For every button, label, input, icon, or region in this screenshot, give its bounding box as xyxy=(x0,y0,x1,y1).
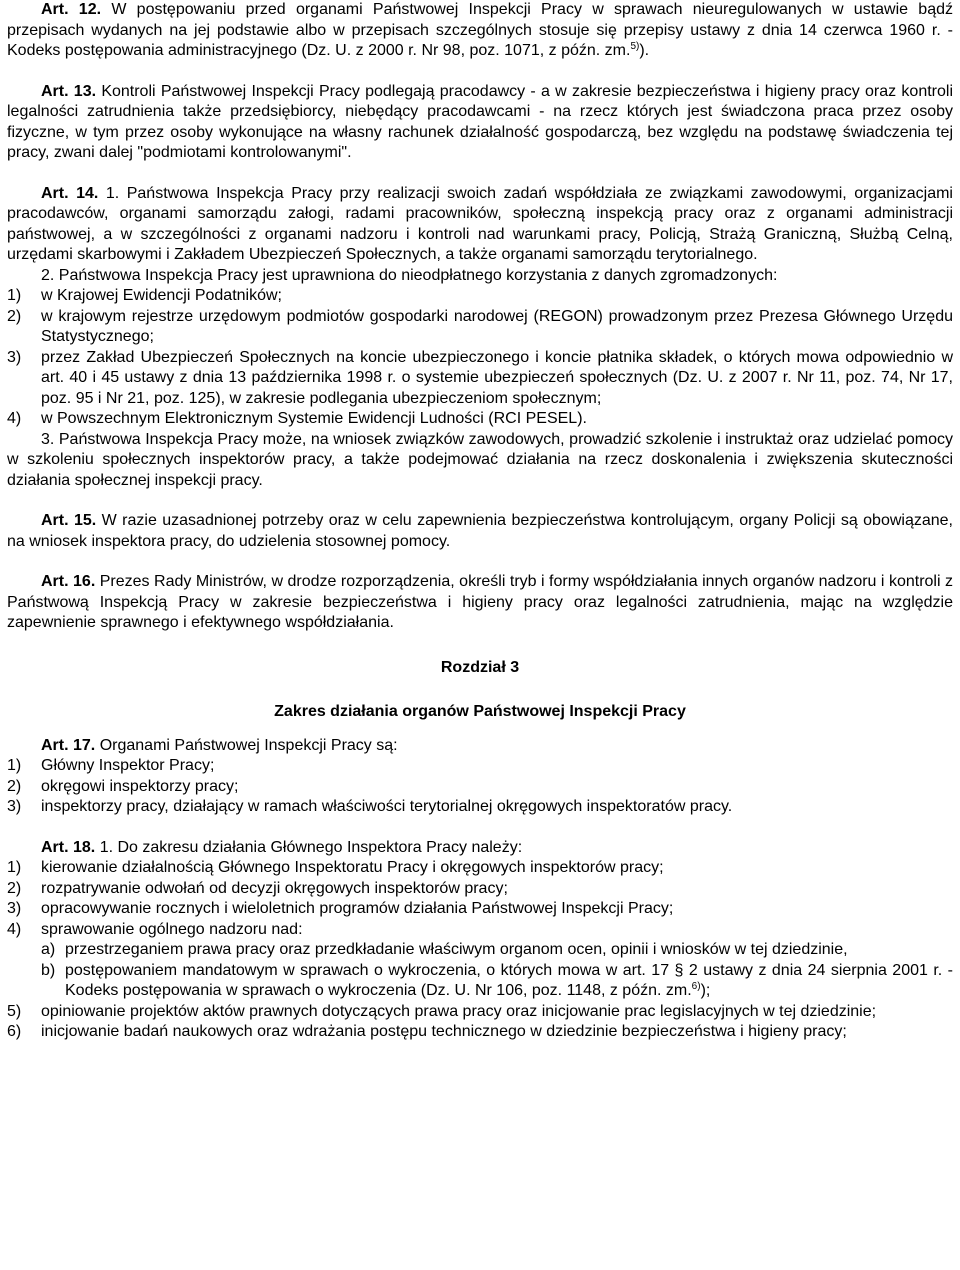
art-18-sublist xyxy=(7,940,953,1002)
art-12-footnote: 5) xyxy=(630,41,640,52)
list-item xyxy=(7,348,953,410)
list-item xyxy=(7,879,953,900)
list-item-text: rozpatrywanie odwołań od decyzji okręgowych inspektorów pracy; xyxy=(41,879,508,897)
art-13-paragraph xyxy=(7,82,953,164)
list-item xyxy=(7,777,953,798)
list-item xyxy=(7,858,953,879)
list-item-text: w krajowym rejestrze urzędowym podmiotów gospodarki narodowej (REGON) prowadzonym przez Prezesa Głównego Urzędu Statystycznego; xyxy=(41,307,953,345)
art-12-tail: ). xyxy=(639,42,650,59)
art-18-list xyxy=(7,858,953,940)
list-item-number: 1) xyxy=(7,287,22,304)
art-17-label: Art. 17. xyxy=(41,736,96,754)
list-item xyxy=(7,920,953,941)
list-item xyxy=(7,307,953,348)
list-item-text: w Krajowej Ewidencji Podatników; xyxy=(41,287,282,304)
art-14-text-1: 1. Państwowa Inspekcja Pracy przy realizacji swoich zadań współdziała ze związkami zawodowymi, organizacjami pracodawców, organami samorządu załogi, radami pracowników, społeczną inspekcją pracy oraz z organami administracji państwowej, a w szczególności z organami nadzoru i kontroli nad warunkami pracy, Policją, Strażą Graniczną, Służbą Celną, urzędami skarbowymi i Zakładem Ubezpieczeń Społecznych, a także organami samorządu terytorialnego. xyxy=(7,184,953,263)
list-item-number: 5) xyxy=(7,1002,22,1020)
list-item-text: opiniowanie projektów aktów prawnych dotyczących prawa pracy oraz inicjowanie prac legislacyjnych w tej dziedzinie; xyxy=(41,1002,877,1020)
art-14-list xyxy=(7,286,953,430)
list-item-footnote: 6) xyxy=(691,981,701,992)
list-item-number: 2) xyxy=(7,777,22,795)
art-16-text: Prezes Rady Ministrów, w drodze rozporządzenia, określi tryb i formy współdziałania innych organów nadzoru i kontroli z Państwową Inspekcją Pracy w zakresie bezpieczeństwa i higieny pracy oraz legalności zatrudnienia, mając na względzie zapewnienie sprawnego i efektywnego współdziałania. xyxy=(7,573,954,631)
list-item-number: 4) xyxy=(7,920,22,938)
list-item-number: 3) xyxy=(7,900,22,917)
list-item-text: w Powszechnym Elektronicznym Systemie Ewidencji Ludności (RCI PESEL). xyxy=(41,410,587,427)
list-item xyxy=(7,797,953,818)
list-item-number: 3) xyxy=(7,798,22,815)
art-15-label: Art. 15. xyxy=(41,512,97,529)
art-12-paragraph xyxy=(7,0,953,62)
art-18-label: Art. 18. xyxy=(41,838,96,856)
list-item-text: przez Zakład Ubezpieczeń Społecznych na koncie ubezpieczonego i koncie płatnika składek, o których mowa odpowiednio w art. 40 i 45 ustawy z dnia 13 października 1998 r. o systemie ubezpieczeń społecznych (Dz. U. z 2007 r. Nr 11, poz. 74, Nr 17, poz. 95 i Nr 21, poz. 125), w zakresie podlegania ubezpieczeniom społecznym; xyxy=(41,348,953,407)
art-12-text: W postępowaniu przed organami Państwowej Inspekcji Pracy w sprawach nieuregulowanych w ustawie bądź przepisach wydanych na jej podstawie albo w przepisach szczególnych stosuje się przepisy ustawy z dnia 14 czerwca 1960 r. - Kodeks postępowania administracyjnego (Dz. U. z 2000 r. Nr 98, poz. 1071, z późn. zm. xyxy=(7,1,954,59)
list-item-text: inicjowanie badań naukowych oraz wdrażania postępu technicznego w dziedzinie bezpieczeństwa i higieny pracy; xyxy=(41,1023,847,1040)
art-15-text: W razie uzasadnionej potrzeby oraz w celu zapewnienia bezpieczeństwa kontrolującym, organy Policji są obowiązane, na wniosek inspektora pracy, do udzielenia stosownej pomocy. xyxy=(7,512,953,550)
list-item-number: 1) xyxy=(7,859,22,876)
list-item xyxy=(7,1002,953,1023)
art-14-paragraph-2: 2. Państwowa Inspekcja Pracy jest uprawniona do nieodpłatnego korzystania z danych zgromadzonych: xyxy=(41,266,778,284)
list-item-text: postępowaniem mandatowym w sprawach o wykroczenia, o których mowa w art. 17 § 2 ustawy z dnia 24 sierpnia 2001 r. - Kodeks postępowania w sprawach o wykroczenia (Dz. U. Nr 106, poz. 1148, z późn. zm. xyxy=(65,961,953,999)
list-item-number: a) xyxy=(41,941,56,958)
art-18-list-continued xyxy=(7,1002,953,1043)
list-item-text: przestrzeganiem prawa pracy oraz przedkładanie właściwym organom ocen, opinii i wniosków w tej dziedzinie, xyxy=(65,941,848,958)
art-16-paragraph xyxy=(7,572,953,634)
list-item xyxy=(7,961,953,1002)
list-item-number: 2) xyxy=(7,879,22,897)
list-item-number: 1) xyxy=(7,757,22,774)
art-17-paragraph xyxy=(7,736,953,757)
list-item xyxy=(7,940,953,961)
art-13-label: Art. 13. xyxy=(41,82,97,100)
list-item-text: Główny Inspektor Pracy; xyxy=(41,757,215,774)
list-item xyxy=(7,409,953,430)
art-18-paragraph xyxy=(7,838,953,859)
chapter-number: Rozdział 3 xyxy=(440,658,520,676)
list-item-number: b) xyxy=(41,961,56,979)
art-17-text: Organami Państwowej Inspekcji Pracy są: xyxy=(95,736,398,754)
art-13-text: Kontroli Państwowej Inspekcji Pracy podlegają pracodawcy - a w zakresie bezpieczeństwa i higieny pracy oraz kontroli legalności zatrudnienia także przedsiębiorcy, niebędący pracodawcami - na rzecz których jest świadczona praca przez osoby fizyczne, w tym przez osoby wykonujące na własny rachunek działalność gospodarczą, bez względu na podstawę świadczenia tej pracy, zwani dalej "podmiotami kontrolowanymi". xyxy=(7,82,953,161)
list-item-number: 3) xyxy=(7,348,22,366)
list-item-number: 2) xyxy=(7,307,22,325)
art-12-label: Art. 12. xyxy=(41,1,102,18)
list-item xyxy=(7,756,953,777)
list-item-text: opracowywanie rocznych i wieloletnich programów działania Państwowej Inspekcji Pracy; xyxy=(41,900,674,917)
art-16-label: Art. 16. xyxy=(41,573,96,590)
art-14-paragraph-3: 3. Państwowa Inspekcja Pracy może, na wniosek związków zawodowych, prowadzić szkolenie i instruktaż oraz udzielać pomocy w szkoleniu społecznych inspektorów pracy, a także podejmować działania na rzecz doskonalenia i zwiększenia skuteczności działania społecznej inspekcji pracy. xyxy=(7,430,953,489)
list-item xyxy=(7,899,953,920)
list-item-text: okręgowi inspektorzy pracy; xyxy=(41,777,239,795)
art-14-label: Art. 14. xyxy=(41,184,99,202)
art-15-paragraph xyxy=(7,511,953,552)
list-item xyxy=(7,286,953,307)
list-item-text: inspektorzy pracy, działający w ramach właściwości terytorialnej okręgowych inspektoratów pracy. xyxy=(41,798,733,815)
art-18-text: 1. Do zakresu działania Głównego Inspektora Pracy należy: xyxy=(95,838,523,856)
list-item xyxy=(7,1022,953,1043)
chapter-title: Zakres działania organów Państwowej Inspekcji Pracy xyxy=(274,703,686,720)
art-17-list xyxy=(7,756,953,818)
list-item-tail: ); xyxy=(700,982,711,999)
list-item-text: kierowanie działalnością Głównego Inspektoratu Pracy i okręgowych inspektorów pracy; xyxy=(41,859,664,876)
list-item-number: 6) xyxy=(7,1023,22,1040)
art-14-paragraph-1 xyxy=(7,184,953,266)
list-item-number: 4) xyxy=(7,410,22,427)
list-item-text: sprawowanie ogólnego nadzoru nad: xyxy=(41,920,303,938)
